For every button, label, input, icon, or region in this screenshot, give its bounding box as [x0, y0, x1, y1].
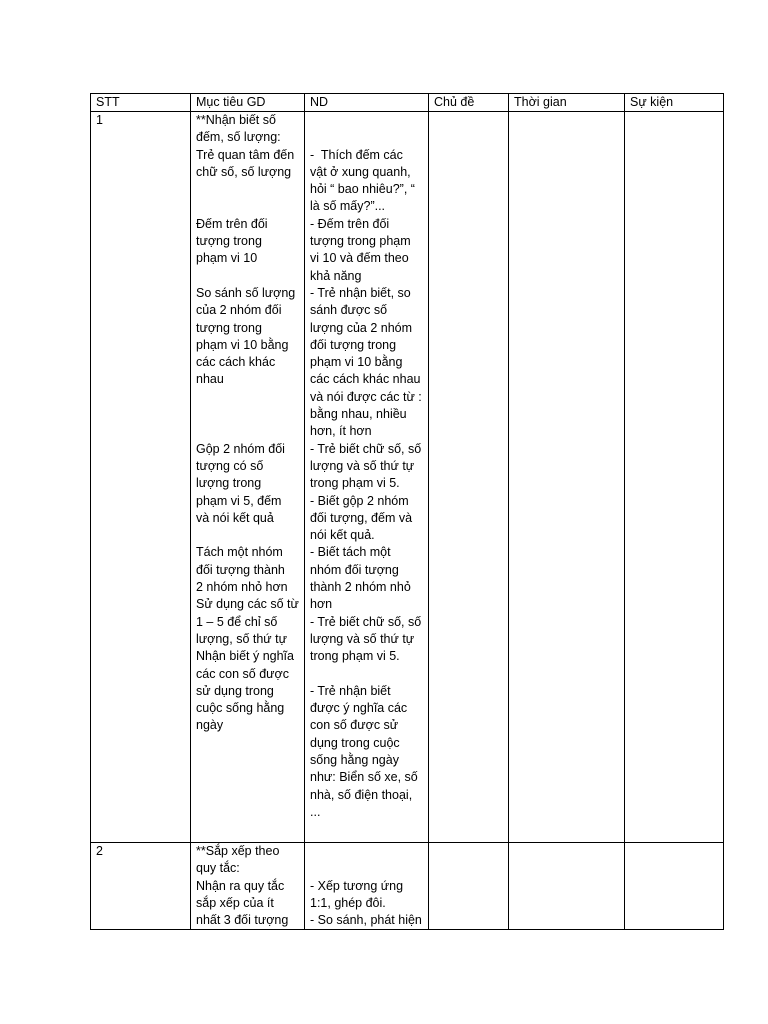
cell-thoi-gian	[509, 843, 625, 930]
stt-text: 2	[96, 844, 103, 858]
header-muc-tieu-gd: Mục tiêu GD	[191, 94, 305, 112]
noi-dung-text: - Xếp tương ứng 1:1, ghép đôi. - So sánh, phát hiện	[310, 878, 422, 928]
cell-stt	[91, 843, 191, 930]
stt-text: 1	[96, 113, 103, 127]
table-header-row	[91, 94, 724, 112]
header-nd: ND	[305, 94, 429, 112]
cell-thoi-gian	[509, 112, 625, 843]
table-row	[91, 112, 724, 843]
lesson-plan-table	[90, 93, 724, 930]
noi-dung-text: - Thích đếm các vật ở xung quanh, hỏi “ bao nhiêu?”, “ là số mấy?”... - Đếm trên đối tượng trong phạm vi 10 và đếm theo khả năng - Trẻ nhận biết, so sánh được số lượng của 2 nhóm đối tượng trong phạm vi 10 bằng các cách khác nhau và nói được các từ : bằng nhau, nhiều hơn, ít hơn - Trẻ biết chữ số, số lượng và số thứ tự trong phạm vi 5. - Biết gộp 2 nhóm đối tượng, đếm và nói kết quả. - Biết tách một nhóm đối tượng thành 2 nhóm nhỏ hơn - Trẻ biết chữ số, số lượng và số thứ tự trong phạm vi 5. - Trẻ nhận biết được ý nghĩa các con số được sử dụng trong cuộc sống hằng ngày như: Biển số xe, số nhà, số điện thoại, ...	[310, 147, 422, 819]
muc-tieu-text: **Sắp xếp theo quy tắc: Nhận ra quy tắc sắp xếp của ít nhất 3 đối tượng	[196, 844, 289, 928]
table-row	[91, 843, 724, 930]
cell-muc-tieu	[191, 112, 305, 843]
cell-muc-tieu	[191, 843, 305, 930]
cell-chu-de	[429, 112, 509, 843]
header-stt: STT	[91, 94, 191, 112]
cell-su-kien	[625, 843, 724, 930]
cell-stt	[91, 112, 191, 843]
muc-tieu-text: **Nhận biết số đếm, số lượng: Trẻ quan tâm đến chữ số, số lượng Đếm trên đối tượng trong phạm vi 10 So sánh số lượng của 2 nhóm đối tượng trong phạm vi 10 bằng các cách khác nhau Gộp 2 nhóm đối tượng có số lượng trong phạm vi 5, đếm và nói kết quả Tách một nhóm đối tượng thành 2 nhóm nhỏ hơn Sử dụng các số từ 1 – 5 để chỉ số lượng, số thứ tự Nhận biết ý nghĩa các con số được sử dụng trong cuộc sống hằng ngày	[196, 113, 299, 733]
cell-su-kien	[625, 112, 724, 843]
header-thoi-gian: Thời gian	[509, 94, 625, 112]
header-su-kien: Sự kiện	[625, 94, 724, 112]
header-chu-de: Chủ đề	[429, 94, 509, 112]
cell-chu-de	[429, 843, 509, 930]
cell-noi-dung	[305, 112, 429, 843]
cell-noi-dung	[305, 843, 429, 930]
